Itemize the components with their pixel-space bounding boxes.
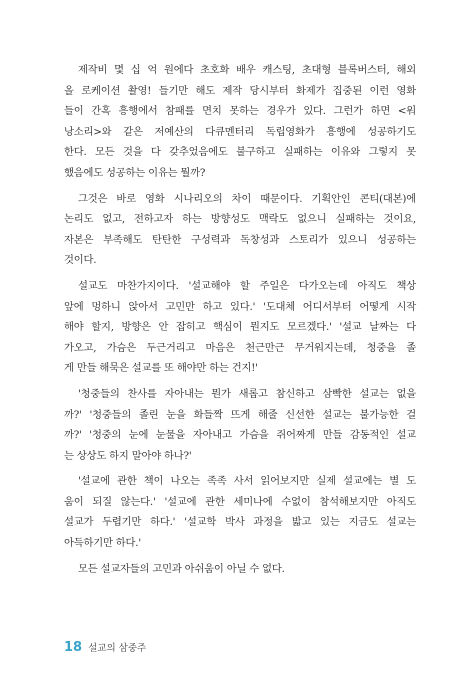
text-line: 앞에 멍하니 앉아서 고민만 하고 있다.' '도대체 어디서부터 어떻게 시작 <box>64 300 416 313</box>
paragraph <box>64 60 416 184</box>
text-line: '설교에 관한 책이 나오는 족족 사서 읽어보지만 실제 설교에는 별 도 <box>78 475 416 488</box>
text-line: 까?' '청중들의 졸린 눈을 화들짝 뜨게 해줄 신선한 설교는 불가능한 걸 <box>64 408 416 421</box>
text-line: 자본은 부족해도 탄탄한 구성력과 독창성과 스토리가 있으니 성공하는 <box>64 233 416 246</box>
paragraph <box>64 559 416 580</box>
text-line: 는 상상도 하지 말아야 하나?' <box>64 449 192 462</box>
paragraph <box>64 189 416 271</box>
page-number: 18 <box>64 640 83 655</box>
paragraph <box>64 384 416 466</box>
text-line: 해야 할지, 방향은 안 잡히고 핵심이 뭔지도 모르겠다.' '설교 날짜는 다 <box>64 321 416 334</box>
text-line: '청중들의 찬사를 자아내는 뭔가 새롭고 참신하고 삼빡한 설교는 없을 <box>78 387 416 400</box>
text-line: 움이 되질 않는다.' '설교에 관한 세미나에 수없이 참석해보지만 아직도 <box>64 495 416 508</box>
running-title: 설교의 삼중주 <box>88 643 147 654</box>
text-line: 게 만들 해묵은 설교를 또 해야만 하는 건지!' <box>64 362 258 375</box>
paragraph <box>64 276 416 379</box>
text-line: 설교도 마찬가지이다. '설교해야 할 주일은 다가오는데 아직도 책상 <box>78 279 416 292</box>
text-line: 한다. 모든 것을 다 갖추었음에도 불구하고 실패하는 이유와 그렇지 못 <box>64 146 416 159</box>
text-line: 했음에도 성공하는 이유는 뭘까? <box>64 166 206 179</box>
text-line: 제작비 몇 십 억 원에다 초호화 배우 캐스팅, 초대형 블록버스터, 해외 <box>78 64 416 76</box>
body-text <box>64 60 416 584</box>
text-line: 것이다. <box>64 254 97 267</box>
text-line: 낭소리>와 같은 저예산의 다큐멘터리 독립영화가 흥행에 성공하기도 <box>64 125 416 138</box>
text-line: 논리도 없고, 전하고자 하는 방향성도 맥락도 없으니 실패하는 것이요, <box>64 213 416 226</box>
text-line: 올 로케이션 촬영! 들기만 해도 제작 당시부터 화제가 집중된 이런 영화 <box>64 84 416 97</box>
text-line: 까?' '청중의 눈에 눈물을 자아내고 가슴을 쥐어짜게 만들 감동적인 설교 <box>64 429 416 442</box>
text-line: 모든 설교자들의 고민과 아쉬움이 아닐 수 없다. <box>78 562 285 575</box>
text-line: 아득하기만 하다.' <box>64 537 142 550</box>
page-footer <box>64 640 146 655</box>
text-line: 들이 간혹 흥행에서 참패를 면치 못하는 경우가 있다. 그런가 하면 <워 <box>64 105 416 118</box>
text-line: 그것은 바로 영화 시나리오의 차이 때문이다. 기획안인 콘티(대본)에 <box>78 192 416 205</box>
text-line: 가오고, 가슴은 두근거리고 마음은 천근만근 무거워지는데, 청중을 졸 <box>64 341 416 354</box>
text-line: 설교가 두렵기만 하다.' '설교학 박사 과정을 밟고 있는 지금도 설교는 <box>64 516 416 529</box>
paragraph <box>64 471 416 553</box>
